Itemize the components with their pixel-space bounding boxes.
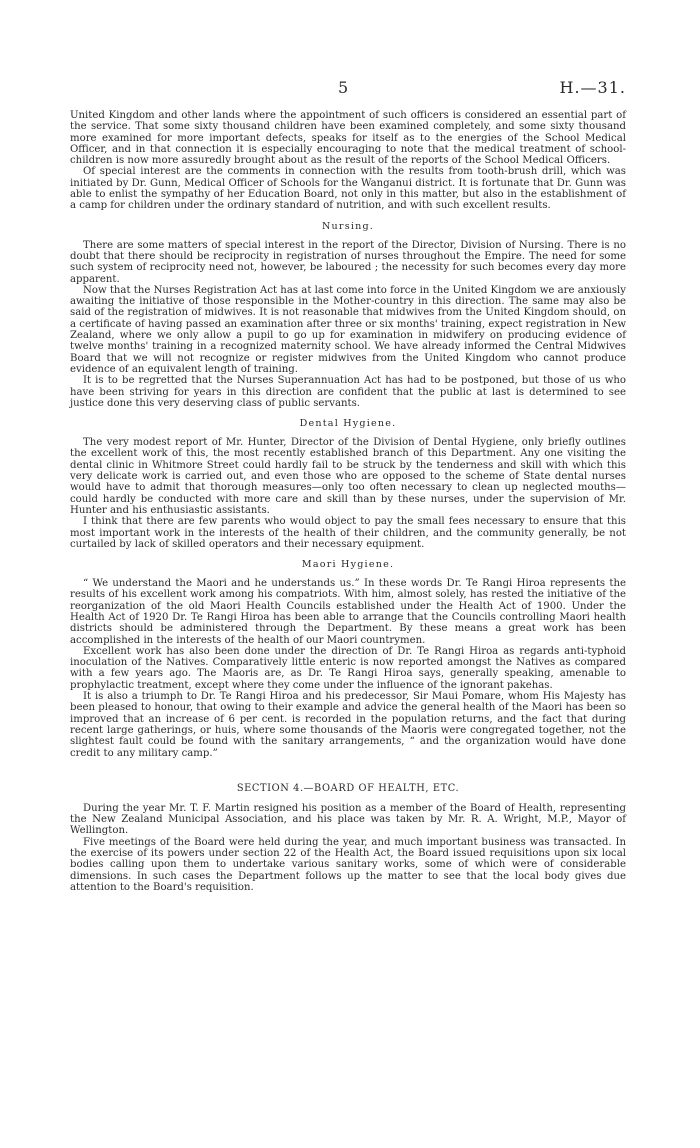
paragraph: Five meetings of the Board were held during the year, and much important business was transacted. In the exercise of its powers under section 22 of the Health Act, the Board issued requisitions upon six local bodies calling upon them to undertake various sanitary works, some of which were of considerable dimensions. In such cases the Department follows up the matter to see that the local body gives due attention to the Board's requisition. (70, 836, 626, 893)
paragraph: “ We understand the Maori and he understands us.” In these words Dr. Te Rangi Hiroa represents the results of his excellent work among his compatriots. With him, almost solely, has rested the initiative of the reorganization of the old Maori Health Councils established under the Health Act of 1900. Under the Health Act of 1920 Dr. Te Rangi Hiroa has been able to arrange that the Councils controlling Maori health districts should be administered through the Department. By these means a great work has been accomplished in the interests of the health of our Maori countrymen. (70, 578, 626, 646)
section-heading-maori-hygiene: Maori Hygiene. (301, 559, 395, 571)
page-number: 5 (338, 78, 349, 97)
paragraph: The very modest report of Mr. Hunter, Director of the Division of Dental Hygiene, only briefly outlines the excellent work of this, the most recently established branch of this Department. Any one visiting the dental clinic in Whitmore Street could hardly fail to be struck by the tenderness and skill with which this very delicate work is carried out, and even those who are opposed to the scheme of State dental nurses would have to admit that thorough measures—only too often necessary to clean up neglected mouths—could hardly be conducted with more care and skill than by these nurses, under the supervision of Mr. Hunter and his enthusiastic assistants. (70, 437, 626, 516)
section-heading-dental-hygiene: Dental Hygiene. (299, 418, 397, 430)
document-body (70, 110, 626, 893)
section-heading-board-of-health: SECTION 4.—BOARD OF HEALTH, ETC. (236, 782, 460, 794)
paragraph: There are some matters of special interest in the report of the Director, Division of Nursing. There is no doubt that there should be reciprocity in registration of nurses throughout the Empire. The need for some such system of reciprocity need not, however, be laboured ; the necessity for such becomes every day more apparent. (70, 239, 626, 285)
paragraph: I think that there are few parents who would object to pay the small fees necessary to ensure that this most important work in the interests of the health of their children, and the community generally, be not curtailed by lack of skilled operators and their necessary equipment. (70, 516, 626, 550)
paragraph: Excellent work has also been done under the direction of Dr. Te Rangi Hiroa as regards anti-typhoid inoculation of the Natives. Comparatively little enteric is now reported amongst the Natives as compared with a few years ago. The Maoris are, as Dr. Te Rangi Hiroa says, generally speaking, amenable to prophylactic treatment, except where they come under the influence of the ignorant pakehas. (70, 645, 626, 691)
page-header (70, 78, 626, 100)
paragraph: It is also a triumph to Dr. Te Rangi Hiroa and his predecessor, Sir Maui Pomare, whom His Majesty has been pleased to honour, that owing to their example and advice the general health of the Maori has been so improved that an increase of 6 per cent. is recorded in the population returns, and the fact that during recent large gatherings, or huis, where some thousands of the Maoris were congregated together, not the slightest fault could be found with the sanitary arrangements, “ and the organization would have done credit to any military camp.” (70, 691, 626, 759)
section-heading-nursing: Nursing. (321, 220, 375, 232)
paragraph: Now that the Nurses Registration Act has at last come into force in the United Kingdom we are anxiously awaiting the initiative of those responsible in the Mother-country in this direction. The same may also be said of the registration of midwives. It is not reasonable that midwives from the United Kingdom should, on a certificate of having passed an examination after three or six months' training, expect registration in New Zealand, where we only allow a pupil to go up for examination in midwifery on producing evidence of twelve months' training in a recognized maternity school. We have already informed the Central Midwives Board that we will not recognize or register midwives from the United Kingdom who cannot produce evidence of an equivalent length of training. (70, 284, 626, 375)
paragraph: United Kingdom and other lands where the appointment of such officers is considered an essential part of the service. That some sixty thousand children have been examined completely, and some sixty thousand more examined for more important defects, speaks for itself as to the energies of the School Medical Officer, and in that connection it is especially encouraging to note that the medical treatment of school-children is now more assuredly brought about as the result of the reports of the School Medical Officers. (70, 110, 626, 167)
document-reference: H.—31. (559, 78, 626, 97)
paragraph: It is to be regretted that the Nurses Superannuation Act has had to be postponed, but those of us who have been striving for years in this direction are confident that the public at last is determined to see justice done this very deserving class of public servants. (70, 375, 626, 409)
paragraph: Of special interest are the comments in connection with the results from tooth-brush drill, which was initiated by Dr. Gunn, Medical Officer of Schools for the Wanganui district. It is fortunate that Dr. Gunn was able to enlist the sympathy of her Education Board, not only in this matter, but also in the establishment of a camp for children under the ordinary standard of nutrition, and with such excellent results. (70, 166, 626, 212)
paragraph: During the year Mr. T. F. Martin resigned his position as a member of the Board of Health, representing the New Zealand Municipal Association, and his place was taken by Mr. R. A. Wright, M.P., Mayor of Wellington. (70, 802, 626, 837)
